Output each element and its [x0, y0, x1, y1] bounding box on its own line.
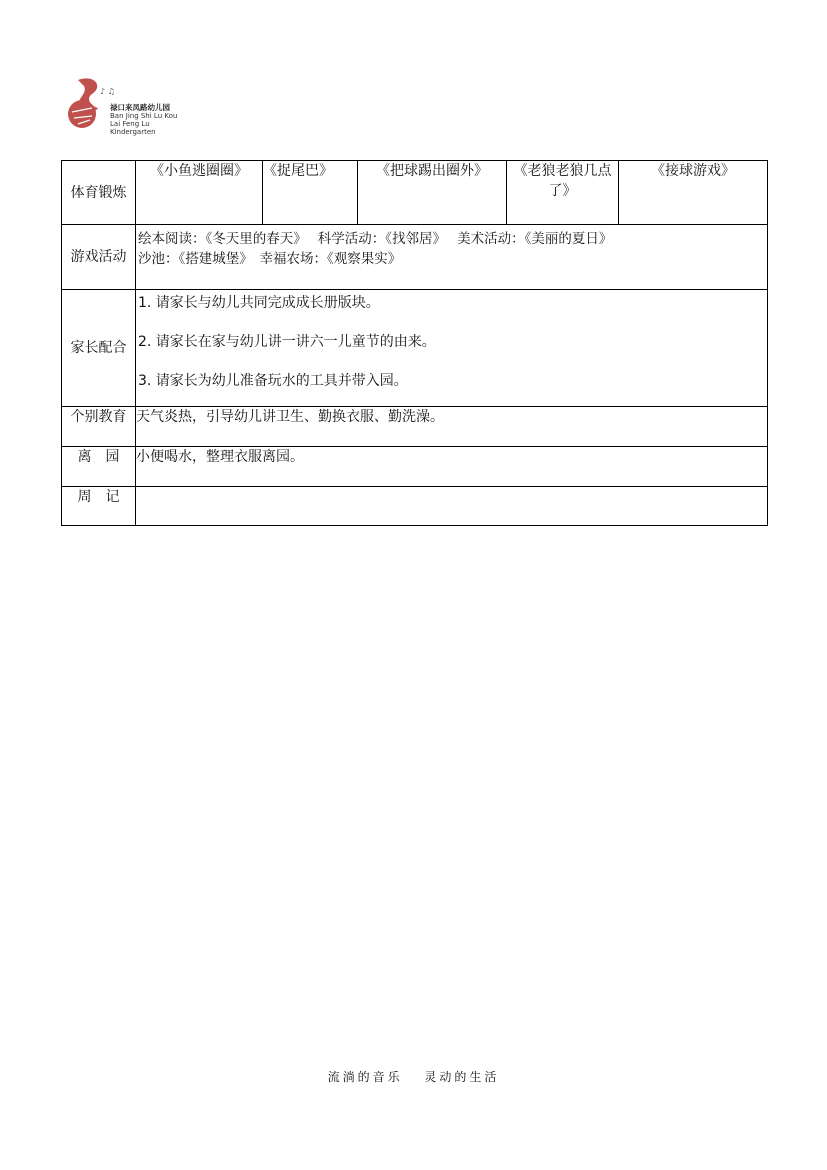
leave-content: 小便喝水，整理衣服离园。: [136, 447, 768, 487]
week-label: 周 记: [62, 487, 136, 526]
individual-content: 天气炎热，引导幼儿讲卫生、勤换衣服、勤洗澡。: [136, 407, 768, 447]
games-line: 绘本阅读：《冬天里的春天》 科学活动：《找邻居》 美术活动：《美丽的夏日》: [138, 231, 613, 247]
sports-item: 《小鱼逃圈圈》: [136, 161, 263, 225]
individual-row: [62, 407, 768, 447]
sports-item: 《捉尾巴》: [263, 161, 358, 225]
sports-item: 《老狼老狼几点了》: [507, 161, 619, 225]
sports-label: 体育锻炼: [62, 161, 136, 225]
kindergarten-logo: [64, 72, 194, 136]
games-label: 游戏活动: [62, 225, 136, 290]
parent-row: [62, 290, 768, 407]
leave-row: [62, 447, 768, 487]
sports-row: [62, 161, 768, 225]
svg-text:♪ ♫: ♪ ♫: [100, 87, 115, 96]
logo-name-pinyin: Ban Jing Shi Lu Kou Lai Feng Lu Kindergarten: [110, 112, 178, 136]
parent-label: 家长配合: [62, 290, 136, 407]
logo-name-cn: 禄口来凤路幼儿园: [110, 103, 170, 112]
sports-item: 《把球踢出圈外》: [358, 161, 507, 225]
weekly-plan-table: [61, 160, 768, 526]
week-content: [136, 487, 768, 526]
games-line: 沙池：《搭建城堡》 幸福农场：《观察果实》: [138, 251, 402, 267]
parent-item: 3. 请家长为幼儿准备玩水的工具并带入园。: [138, 373, 408, 389]
footer-slogan: 流淌的音乐 灵动的生活: [327, 1070, 500, 1084]
individual-label: 个别教育: [62, 407, 136, 447]
games-row: [62, 225, 768, 290]
week-row: [62, 487, 768, 526]
parent-item: 2. 请家长在家与幼儿讲一讲六一儿童节的由来。: [138, 334, 436, 350]
leave-label: 离 园: [62, 447, 136, 487]
parent-item: 1. 请家长与幼儿共同完成成长册版块。: [138, 295, 380, 311]
sports-item: 《接球游戏》: [619, 161, 768, 225]
